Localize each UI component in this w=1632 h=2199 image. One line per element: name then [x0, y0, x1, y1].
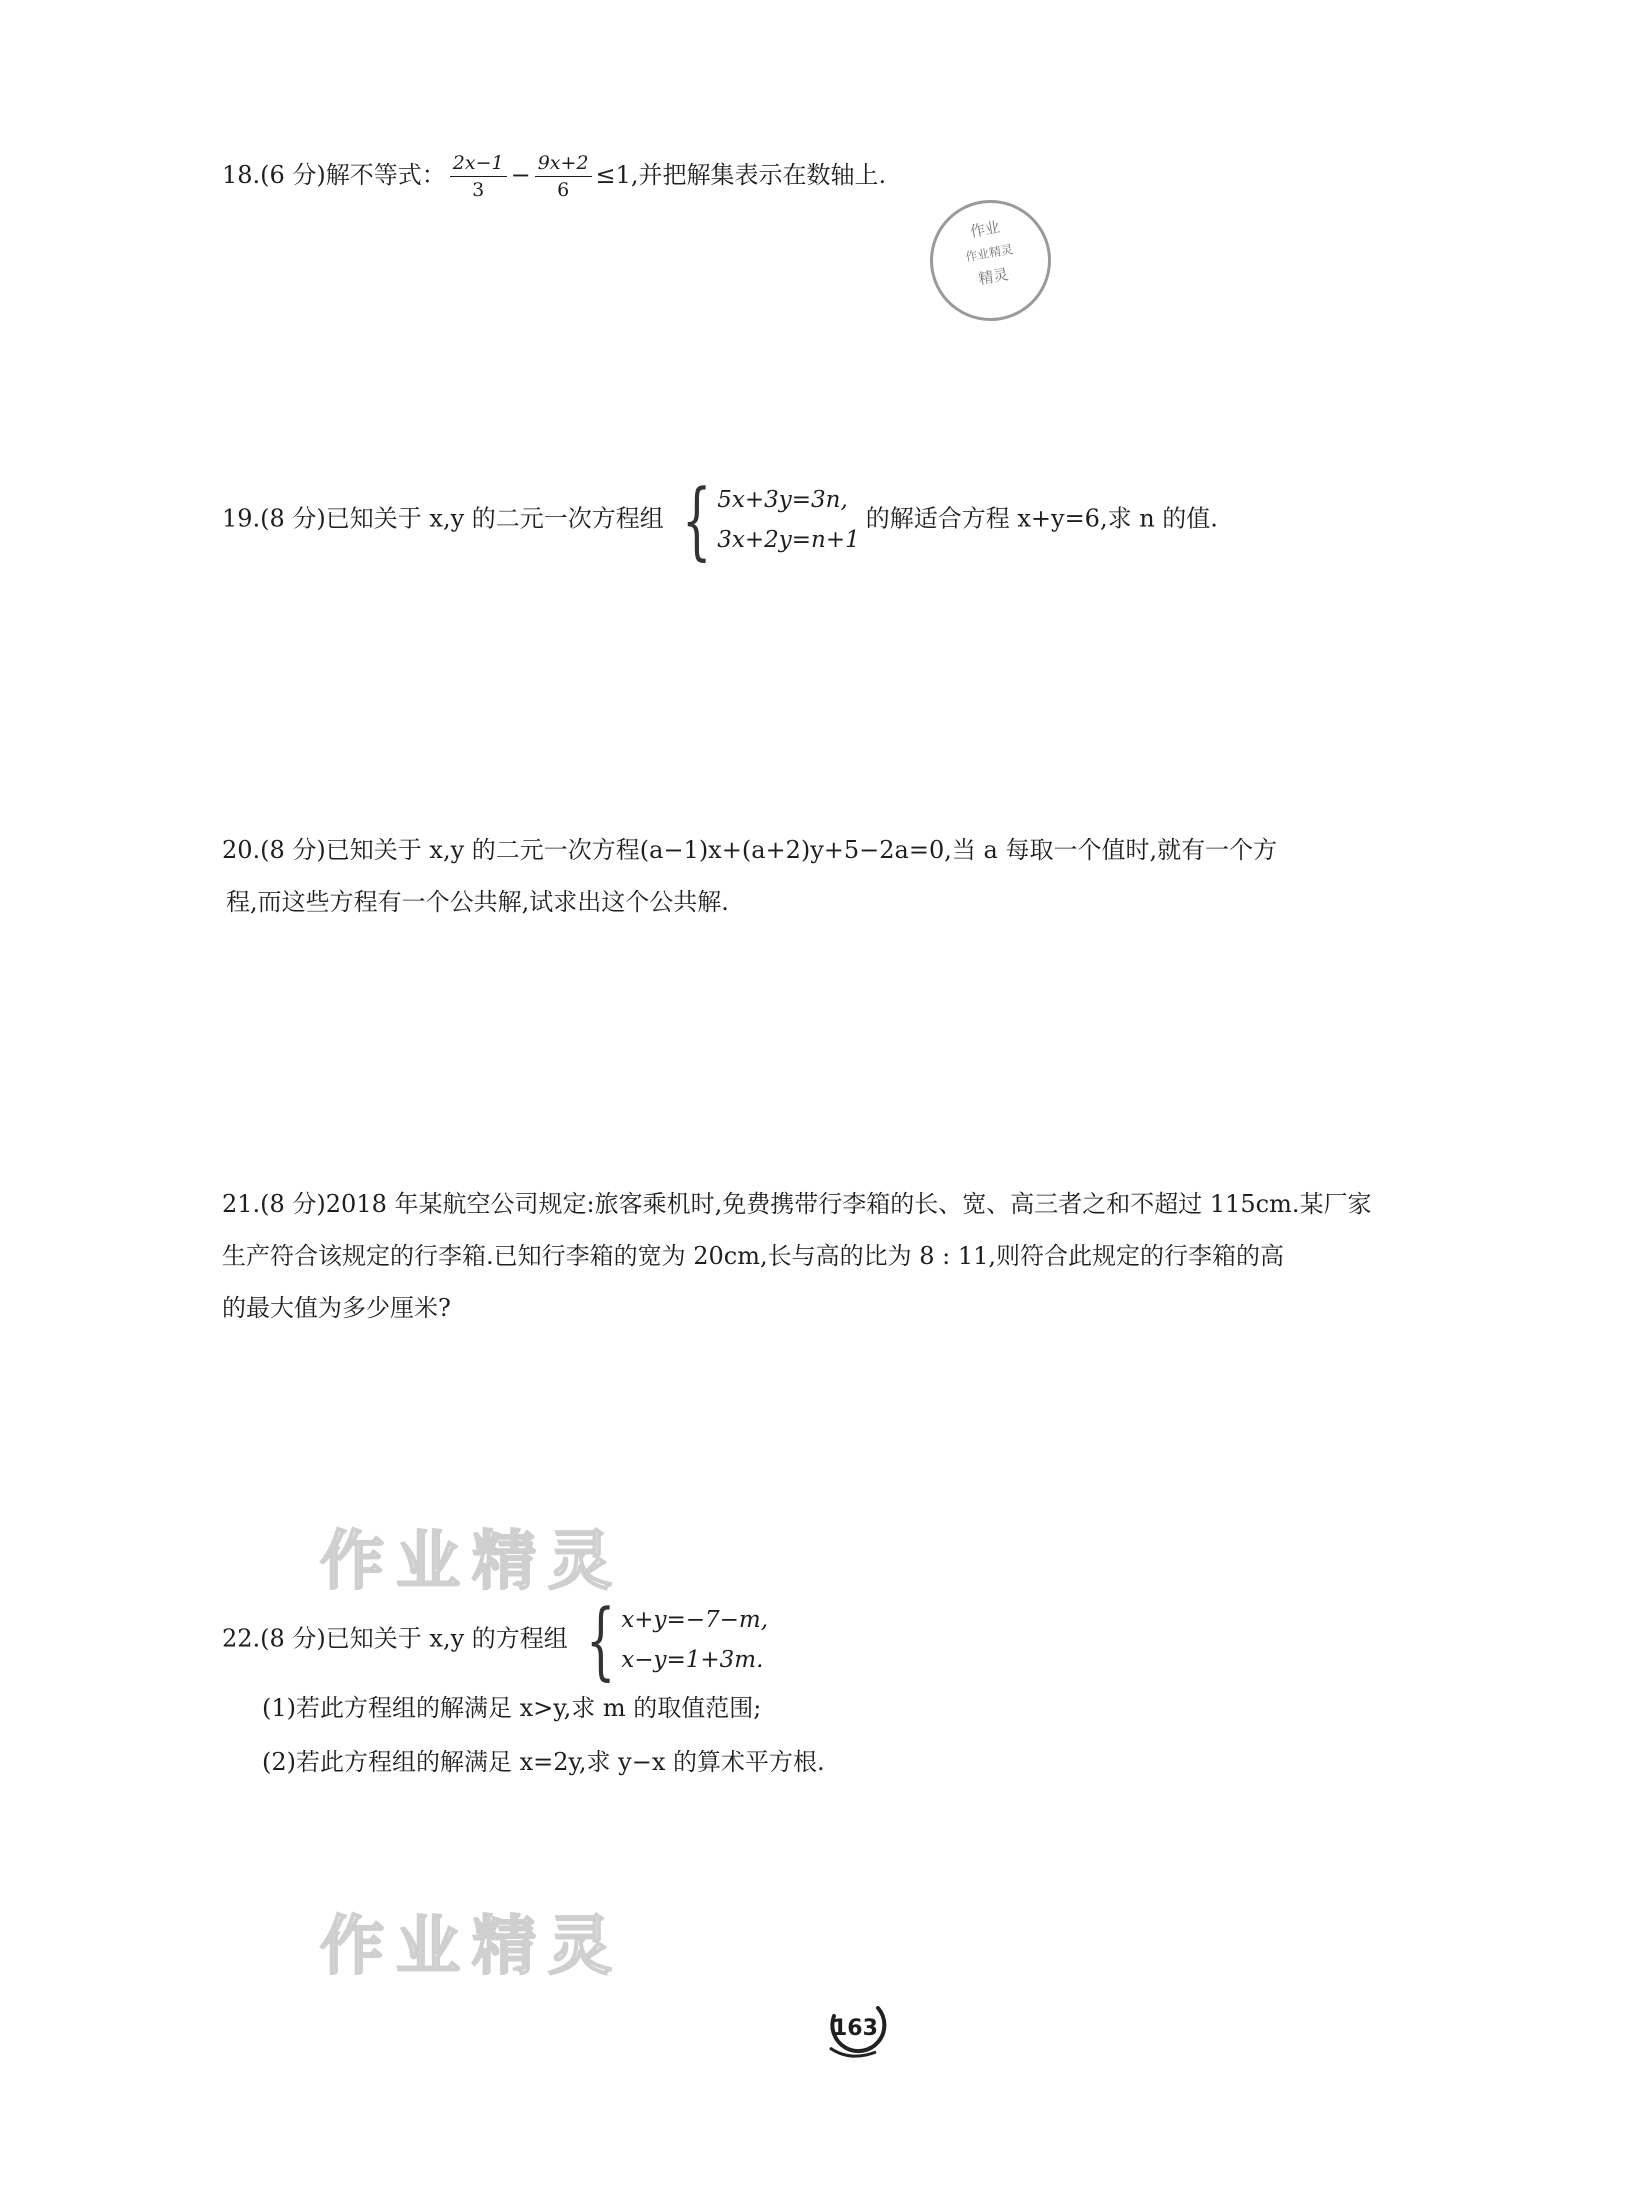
- watermark-2: 作业精灵: [320, 1910, 624, 1984]
- question-18: [222, 150, 886, 203]
- page-number: 163: [832, 2016, 878, 2041]
- q18-fraction-2: [535, 150, 592, 203]
- q18-prefix: 18.(6 分)解不等式：: [222, 161, 446, 189]
- stamp-line-3: 精灵: [977, 265, 1010, 289]
- q18-suffix: ≤1,并把解集表示在数轴上.: [595, 161, 887, 189]
- page-number-badge: [820, 2000, 892, 2060]
- q22-part-1: (1)若此方程组的解满足 x>y,求 m 的取值范围;: [262, 1694, 762, 1722]
- stamp-line-2: 作业精灵: [964, 242, 1015, 265]
- stamp-seal: [920, 190, 1060, 330]
- q21-line-2: 生产符合该规定的行李箱.已知行李箱的宽为 20cm,长与高的比为 8 : 11,则符合此规定的行李箱的高: [222, 1242, 1285, 1270]
- q22-equation-2: x−y=1+3m.: [621, 1647, 764, 1673]
- q19-prefix: 19.(8 分)已知关于 x,y 的二元一次方程组: [222, 504, 664, 533]
- question-19: [222, 471, 1218, 569]
- left-brace-icon: {: [585, 1591, 616, 1689]
- q18-frac1-numerator: 2x−1: [450, 150, 507, 177]
- stamp-line-1: 作业: [968, 218, 1002, 241]
- q18-minus: −: [510, 161, 531, 189]
- q20-line-1: 20.(8 分)已知关于 x,y 的二元一次方程(a−1)x+(a+2)y+5−2a=0,当 a 每取一个值时,就有一个方: [222, 836, 1278, 864]
- q18-frac2-numerator: 9x+2: [535, 150, 592, 177]
- q19-equation-2: 3x+2y=n+1: [717, 527, 860, 553]
- q21-line-3: 的最大值为多少厘米?: [222, 1294, 451, 1322]
- q19-equation-1: 5x+3y=3n,: [717, 487, 848, 513]
- left-brace-icon: {: [681, 471, 712, 569]
- watermark-1: 作业精灵: [320, 1525, 624, 1599]
- q22-prefix: 22.(8 分)已知关于 x,y 的方程组: [222, 1624, 568, 1653]
- q19-equation-system: [670, 471, 860, 569]
- question-21: [222, 1186, 1371, 1326]
- q20-line-2: 程,而这些方程有一个公共解,试求出这个公共解.: [226, 888, 729, 916]
- q22-equation-1: x+y=−7−m,: [621, 1607, 769, 1633]
- q18-frac2-denominator: 6: [557, 179, 570, 201]
- q19-suffix: 的解适合方程 x+y=6,求 n 的值.: [865, 504, 1218, 533]
- q18-frac1-denominator: 3: [472, 179, 485, 201]
- question-22: [222, 1591, 774, 1689]
- q21-line-1: 21.(8 分)2018 年某航空公司规定:旅客乘机时,免费携带行李箱的长、宽、高三者之和不超过 115cm.某厂家: [222, 1190, 1372, 1218]
- q18-fraction-1: [450, 150, 507, 203]
- q22-equation-system: [574, 1591, 769, 1689]
- q22-part-2: (2)若此方程组的解满足 x=2y,求 y−x 的算术平方根.: [262, 1748, 825, 1776]
- question-20: [222, 832, 1277, 920]
